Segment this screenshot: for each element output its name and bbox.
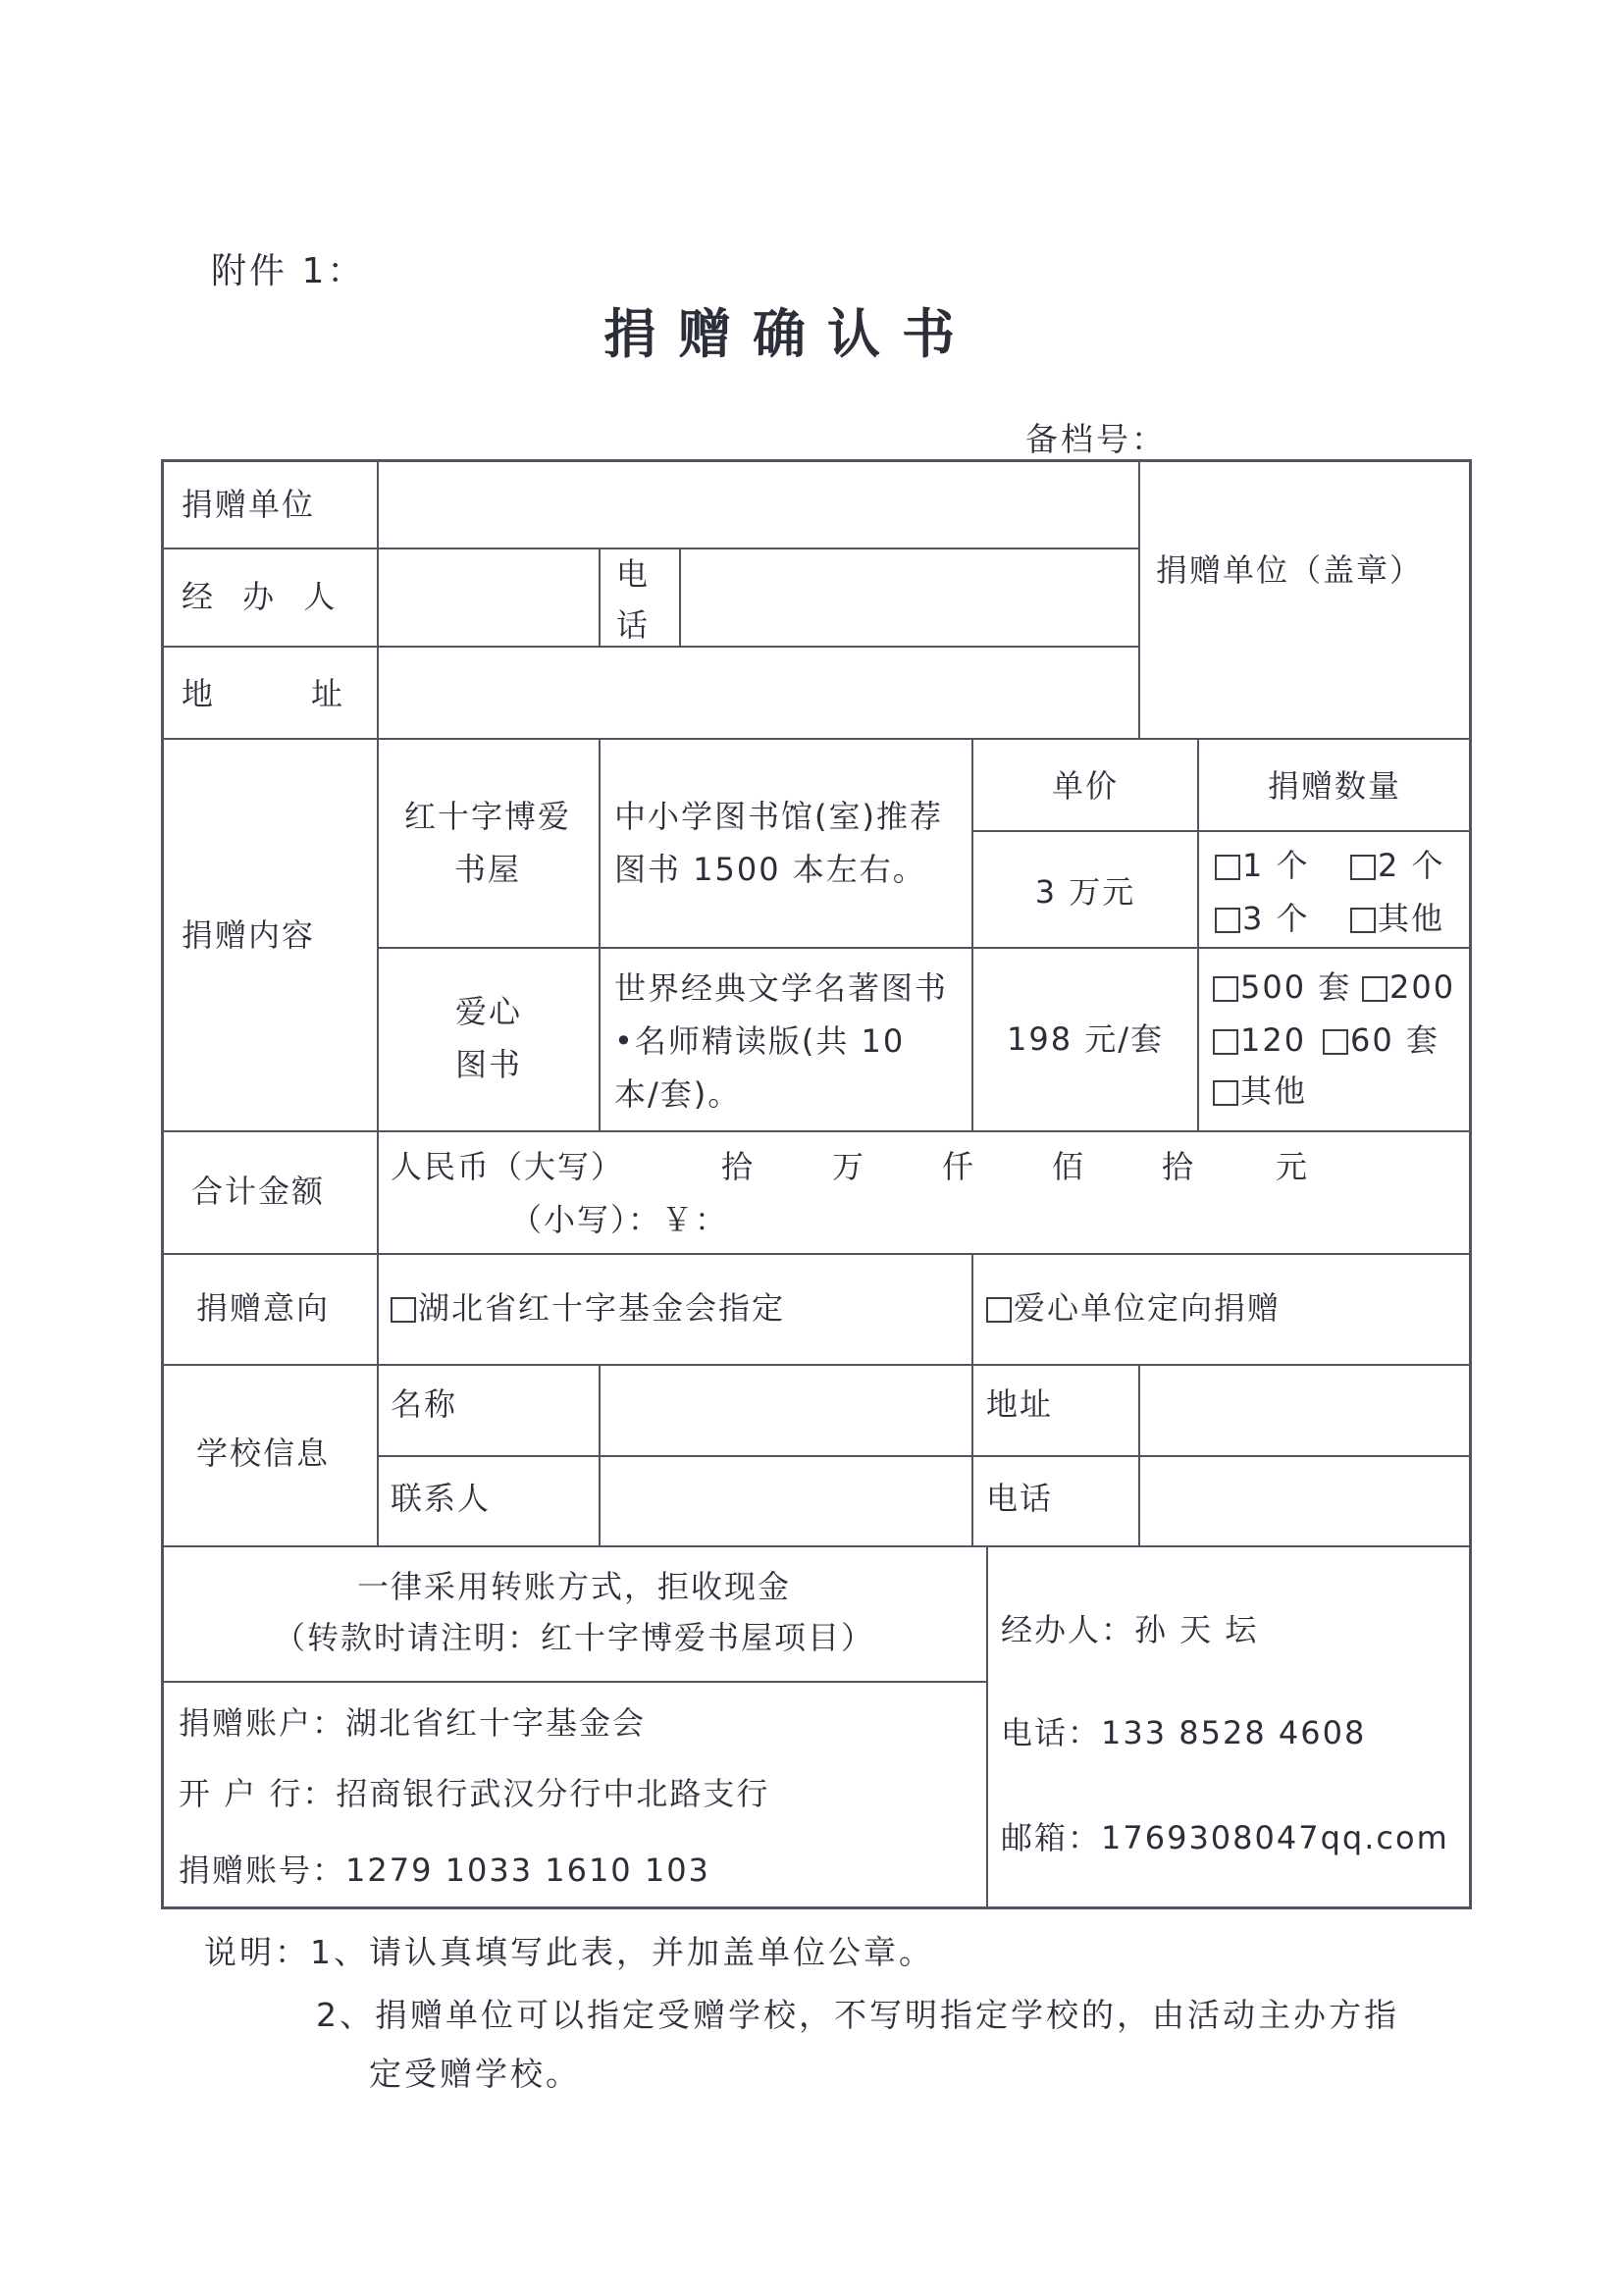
- transfer-remark: （转款时请注明：红十字博爱书屋项目）: [273, 1619, 874, 1656]
- amount-unit-qian: 仟: [942, 1148, 976, 1185]
- donation-intent-label: 捐赠意向: [196, 1289, 331, 1327]
- handler-label: 经 办 人: [182, 578, 345, 615]
- checkbox-icon: [1215, 908, 1240, 933]
- donor-phone-field[interactable]: [682, 550, 1136, 644]
- school-phone-field[interactable]: [1141, 1458, 1469, 1543]
- note-line-1: 说明：1、请认真填写此表，并加盖单位公章。: [204, 1933, 934, 1971]
- item1-qty-option-1[interactable]: 1 个: [1215, 847, 1310, 884]
- total-upper-label: 人民币（大写）: [391, 1148, 625, 1185]
- phone-label-top: 电: [616, 555, 651, 593]
- amount-unit-wan: 万: [832, 1148, 866, 1185]
- school-address-label: 地址: [986, 1385, 1054, 1423]
- checkbox-icon: [1350, 855, 1376, 880]
- school-name-field[interactable]: [602, 1367, 969, 1453]
- grid-line: [162, 548, 377, 549]
- grid-line: [162, 1364, 1471, 1366]
- school-name-label: 名称: [391, 1385, 458, 1423]
- item2-name-line2: 图书: [454, 1046, 522, 1083]
- item2-qty-option-120[interactable]: 120: [1213, 1021, 1306, 1059]
- checkbox-icon: [1213, 1080, 1238, 1106]
- note-line-3: 定受赠学校。: [369, 2055, 581, 2093]
- grid-line: [971, 1253, 973, 1545]
- item2-qty-option-60[interactable]: 60 套: [1323, 1021, 1440, 1059]
- grid-line: [162, 738, 1471, 740]
- grid-line: [377, 947, 1471, 949]
- item1-qty-option-2[interactable]: 2 个: [1350, 847, 1445, 884]
- item1-qty-option-other[interactable]: 其他: [1350, 900, 1444, 937]
- intent-option-foundation[interactable]: 湖北省红十字基金会指定: [391, 1289, 785, 1327]
- grid-line: [377, 548, 1138, 549]
- contact-email: 邮箱：1769308047qq.com: [1001, 1819, 1449, 1856]
- donation-content-label: 捐赠内容: [182, 916, 316, 954]
- address-label: 地 址: [182, 675, 377, 712]
- document-title: 捐赠确认书: [603, 303, 976, 365]
- checkbox-icon: [1215, 855, 1240, 880]
- intent-option-directed[interactable]: 爱心单位定向捐赠: [986, 1289, 1281, 1327]
- total-lower-label: （小写）：￥：: [510, 1201, 729, 1238]
- grid-line: [377, 1455, 1471, 1457]
- donor-unit-field[interactable]: [380, 463, 1136, 546]
- checkbox-icon: [1350, 908, 1376, 933]
- seal-area[interactable]: [1141, 463, 1469, 736]
- unit-price-header: 单价: [1051, 767, 1119, 805]
- item2-price: 198 元/套: [1006, 1020, 1165, 1058]
- amount-unit-shi-wan: 拾: [721, 1148, 756, 1185]
- donation-account-name: 捐赠账户：湖北省红十字基金会: [179, 1704, 647, 1742]
- school-info-label: 学校信息: [196, 1435, 331, 1472]
- contact-phone: 电话：133 8528 4608: [1001, 1714, 1367, 1751]
- attachment-label: 附件 1：: [211, 251, 366, 291]
- checkbox-icon: [986, 1297, 1012, 1323]
- grid-line: [162, 1253, 1471, 1255]
- grid-line: [377, 461, 379, 738]
- donation-account-number: 捐赠账号：1279 1033 1610 103: [179, 1852, 710, 1889]
- contact-handler: 经办人：孙 天 坛: [1001, 1611, 1259, 1648]
- bank-name: 开 户 行：招商银行武汉分行中北路支行: [179, 1775, 770, 1812]
- grid-line: [162, 1681, 986, 1683]
- item2-name-line1: 爱心: [454, 993, 522, 1030]
- grid-line: [162, 646, 1138, 648]
- school-contact-label: 联系人: [391, 1480, 492, 1517]
- phone-label-bottom: 话: [616, 606, 651, 644]
- grid-line: [599, 548, 601, 646]
- checkbox-icon: [1213, 976, 1238, 1002]
- checkbox-icon: [391, 1297, 416, 1323]
- grid-line: [377, 1130, 379, 1545]
- school-address-field[interactable]: [1141, 1367, 1469, 1453]
- school-contact-field[interactable]: [602, 1458, 969, 1543]
- grid-line: [162, 1545, 1471, 1547]
- item2-description: 世界经典文学名著图书•名师精读版(共 10 本/套)。: [614, 969, 949, 1113]
- amount-unit-shi: 拾: [1162, 1148, 1196, 1185]
- item1-price: 3 万元: [1034, 873, 1136, 911]
- donor-unit-label: 捐赠单位: [182, 486, 316, 523]
- donor-address-field[interactable]: [380, 649, 1136, 736]
- item2-qty-option-other[interactable]: 其他: [1213, 1072, 1307, 1110]
- seal-label: 捐赠单位（盖章）: [1156, 551, 1424, 589]
- amount-unit-yuan: 元: [1276, 1148, 1310, 1185]
- item1-name: 红十字博爱书屋: [403, 798, 571, 888]
- quantity-header: 捐赠数量: [1267, 767, 1401, 805]
- total-amount-label: 合计金额: [191, 1173, 326, 1210]
- item2-qty-option-200[interactable]: 200: [1362, 968, 1455, 1006]
- checkbox-icon: [1362, 976, 1387, 1002]
- amount-unit-bai: 佰: [1052, 1148, 1086, 1185]
- grid-line: [599, 738, 601, 1130]
- grid-line: [971, 830, 1471, 832]
- grid-line: [1138, 1364, 1140, 1545]
- grid-line: [679, 548, 681, 646]
- grid-line: [599, 1364, 601, 1545]
- school-phone-label: 电话: [986, 1480, 1054, 1517]
- checkbox-icon: [1323, 1029, 1348, 1055]
- handler-field[interactable]: [380, 550, 597, 644]
- item2-qty-option-500[interactable]: 500 套: [1213, 968, 1351, 1006]
- grid-line: [1138, 461, 1140, 738]
- archive-number-label: 备档号：: [1025, 420, 1167, 458]
- checkbox-icon: [1213, 1029, 1238, 1055]
- item1-description: 中小学图书馆(室)推荐图书 1500 本左右。: [614, 798, 943, 888]
- transfer-notice: 一律采用转账方式，拒收现金: [356, 1568, 791, 1605]
- grid-line: [986, 1545, 988, 1908]
- grid-line: [162, 1130, 1471, 1132]
- note-line-2: 2、捐赠单位可以指定受赠学校，不写明指定学校的，由活动主办方指: [316, 1996, 1399, 2034]
- item1-qty-option-3[interactable]: 3 个: [1215, 900, 1310, 937]
